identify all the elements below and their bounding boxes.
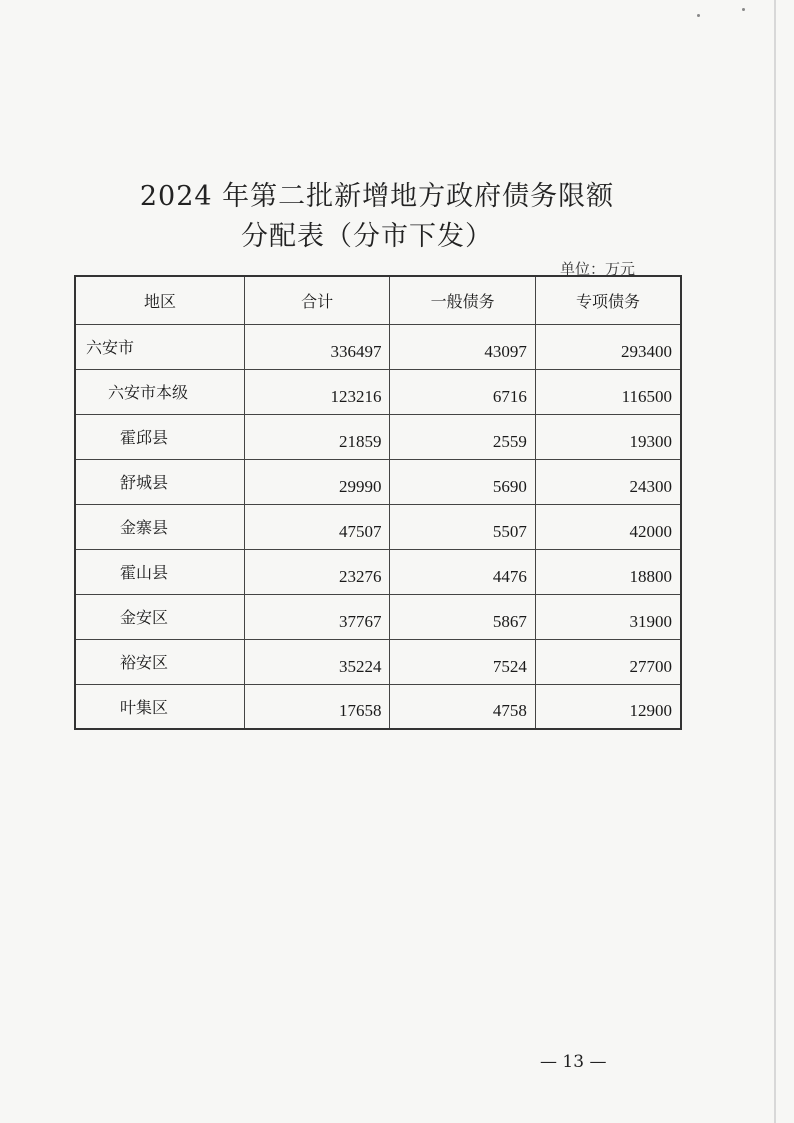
special-debt-cell: 12900 (535, 684, 681, 729)
scan-speck (742, 8, 745, 11)
total-cell: 35224 (244, 639, 390, 684)
region-cell: 霍山县 (75, 549, 244, 594)
region-cell: 六安市 (75, 324, 244, 369)
header-region: 地区 (75, 276, 244, 324)
total-cell: 21859 (244, 414, 390, 459)
table-row (75, 369, 681, 414)
document-subtitle: 分配表（分市下发） (241, 221, 493, 252)
scan-speck (697, 14, 700, 17)
general-debt-cell: 5507 (390, 504, 535, 549)
table-row (75, 549, 681, 594)
total-cell: 47507 (244, 504, 390, 549)
special-debt-cell: 27700 (535, 639, 681, 684)
table-row (75, 414, 681, 459)
total-cell: 29990 (244, 459, 390, 504)
region-cell: 六安市本级 (75, 369, 244, 414)
table-row (75, 504, 681, 549)
special-debt-cell: 24300 (535, 459, 681, 504)
special-debt-cell: 116500 (535, 369, 681, 414)
general-debt-cell: 43097 (390, 324, 535, 369)
table-row (75, 459, 681, 504)
table-row (75, 594, 681, 639)
general-debt-cell: 5867 (390, 594, 535, 639)
table-row (75, 639, 681, 684)
region-cell: 叶集区 (75, 684, 244, 729)
special-debt-cell: 31900 (535, 594, 681, 639)
page-number: — 13 — (540, 1052, 607, 1072)
header-total: 合计 (244, 276, 390, 324)
allocation-table-container (74, 275, 682, 730)
special-debt-cell: 42000 (535, 504, 681, 549)
scan-edge (774, 0, 776, 1123)
table-header-row (75, 276, 681, 324)
region-cell: 舒城县 (75, 459, 244, 504)
special-debt-cell: 19300 (535, 414, 681, 459)
general-debt-cell: 5690 (390, 459, 535, 504)
general-debt-cell: 4758 (390, 684, 535, 729)
total-cell: 123216 (244, 369, 390, 414)
general-debt-cell: 6716 (390, 369, 535, 414)
unit-label: 单位：万元 (560, 260, 636, 278)
special-debt-cell: 293400 (535, 324, 681, 369)
table-row (75, 324, 681, 369)
region-cell: 金安区 (75, 594, 244, 639)
document-title: 2024 年第二批新增地方政府债务限额 (139, 181, 615, 212)
general-debt-cell: 7524 (390, 639, 535, 684)
region-cell: 裕安区 (75, 639, 244, 684)
header-general-debt: 一般债务 (390, 276, 535, 324)
allocation-table (74, 275, 682, 730)
general-debt-cell: 2559 (390, 414, 535, 459)
total-cell: 23276 (244, 549, 390, 594)
region-cell: 霍邱县 (75, 414, 244, 459)
special-debt-cell: 18800 (535, 549, 681, 594)
general-debt-cell: 4476 (390, 549, 535, 594)
region-cell: 金寨县 (75, 504, 244, 549)
table-row (75, 684, 681, 729)
total-cell: 17658 (244, 684, 390, 729)
header-special-debt: 专项债务 (535, 276, 681, 324)
total-cell: 336497 (244, 324, 390, 369)
total-cell: 37767 (244, 594, 390, 639)
